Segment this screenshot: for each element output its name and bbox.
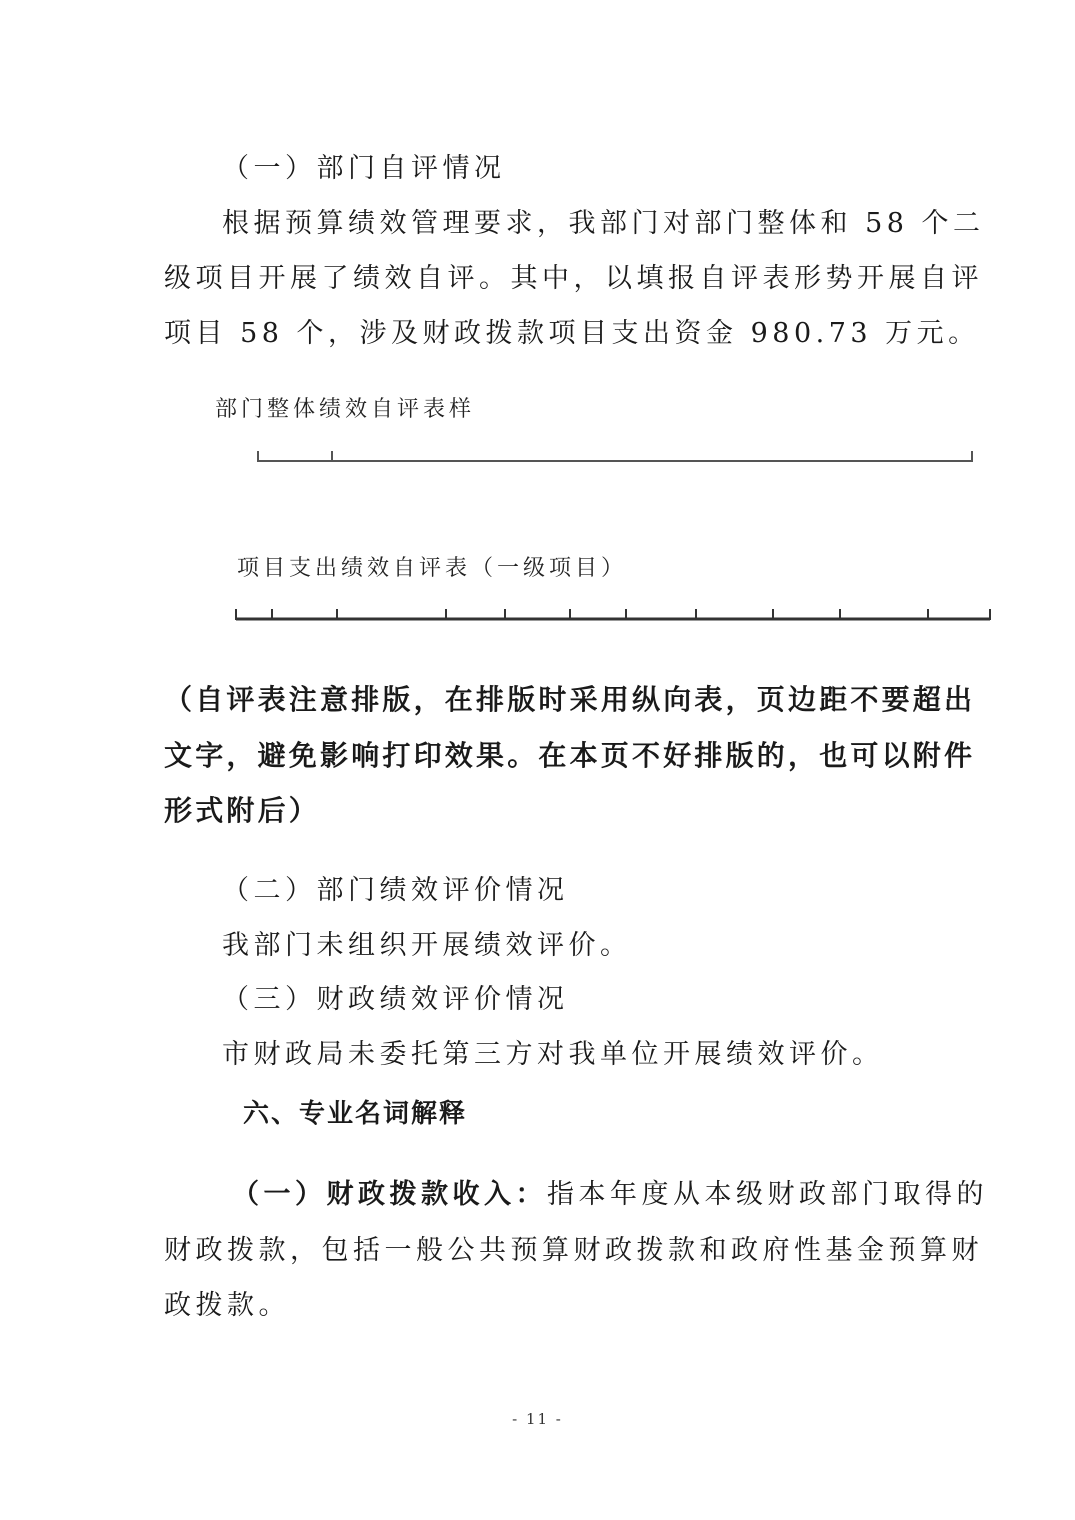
project-table-ruler — [230, 604, 995, 626]
self-eval-paragraph-line-1: 根据预算绩效管理要求，我部门对部门整体和 58 个二 — [222, 208, 985, 239]
self-eval-heading: （一）部门自评情况 — [222, 153, 506, 184]
dept-overall-table-caption: 部门整体绩效自评表样 — [215, 397, 476, 422]
page-number: - 11 - — [512, 1410, 563, 1428]
glossary-term-1-definition-start: 指本年度从本级财政部门取得的 — [547, 1179, 988, 1210]
self-eval-paragraph-line-3: 项目 58 个，涉及财政拨款项目支出资金 980.73 万元。 — [164, 318, 980, 349]
layout-note-line-1: （自评表注意排版，在排版时采用纵向表，页边距不要超出 — [164, 683, 976, 716]
glossary-term-1-line-1 — [232, 1172, 988, 1211]
layout-note-line-3: 形式附后） — [164, 794, 321, 827]
dept-eval-text: 我部门未组织开展绩效评价。 — [222, 930, 632, 961]
glossary-term-1-line-3: 政拨款。 — [164, 1290, 290, 1321]
layout-note-line-2: 文字，避免影响打印效果。在本页不好排版的，也可以附件 — [164, 739, 976, 772]
project-table-caption: 项目支出绩效自评表（一级项目） — [237, 556, 628, 581]
self-eval-paragraph-line-2: 级项目开展了绩效自评。其中，以填报自评表形势开展自评 — [164, 263, 983, 294]
dept-eval-heading: （二）部门绩效评价情况 — [222, 875, 569, 906]
glossary-term-1-line-2: 财政拨款，包括一般公共预算财政拨款和政府性基金预算财 — [164, 1235, 983, 1266]
finance-eval-text: 市财政局未委托第三方对我单位开展绩效评价。 — [222, 1039, 884, 1070]
dept-overall-table-ruler — [250, 448, 980, 468]
glossary-heading: 六、专业名词解释 — [243, 1099, 468, 1129]
finance-eval-heading: （三）财政绩效评价情况 — [222, 984, 569, 1015]
glossary-term-1-label: （一）财政拨款收入： — [232, 1179, 547, 1210]
